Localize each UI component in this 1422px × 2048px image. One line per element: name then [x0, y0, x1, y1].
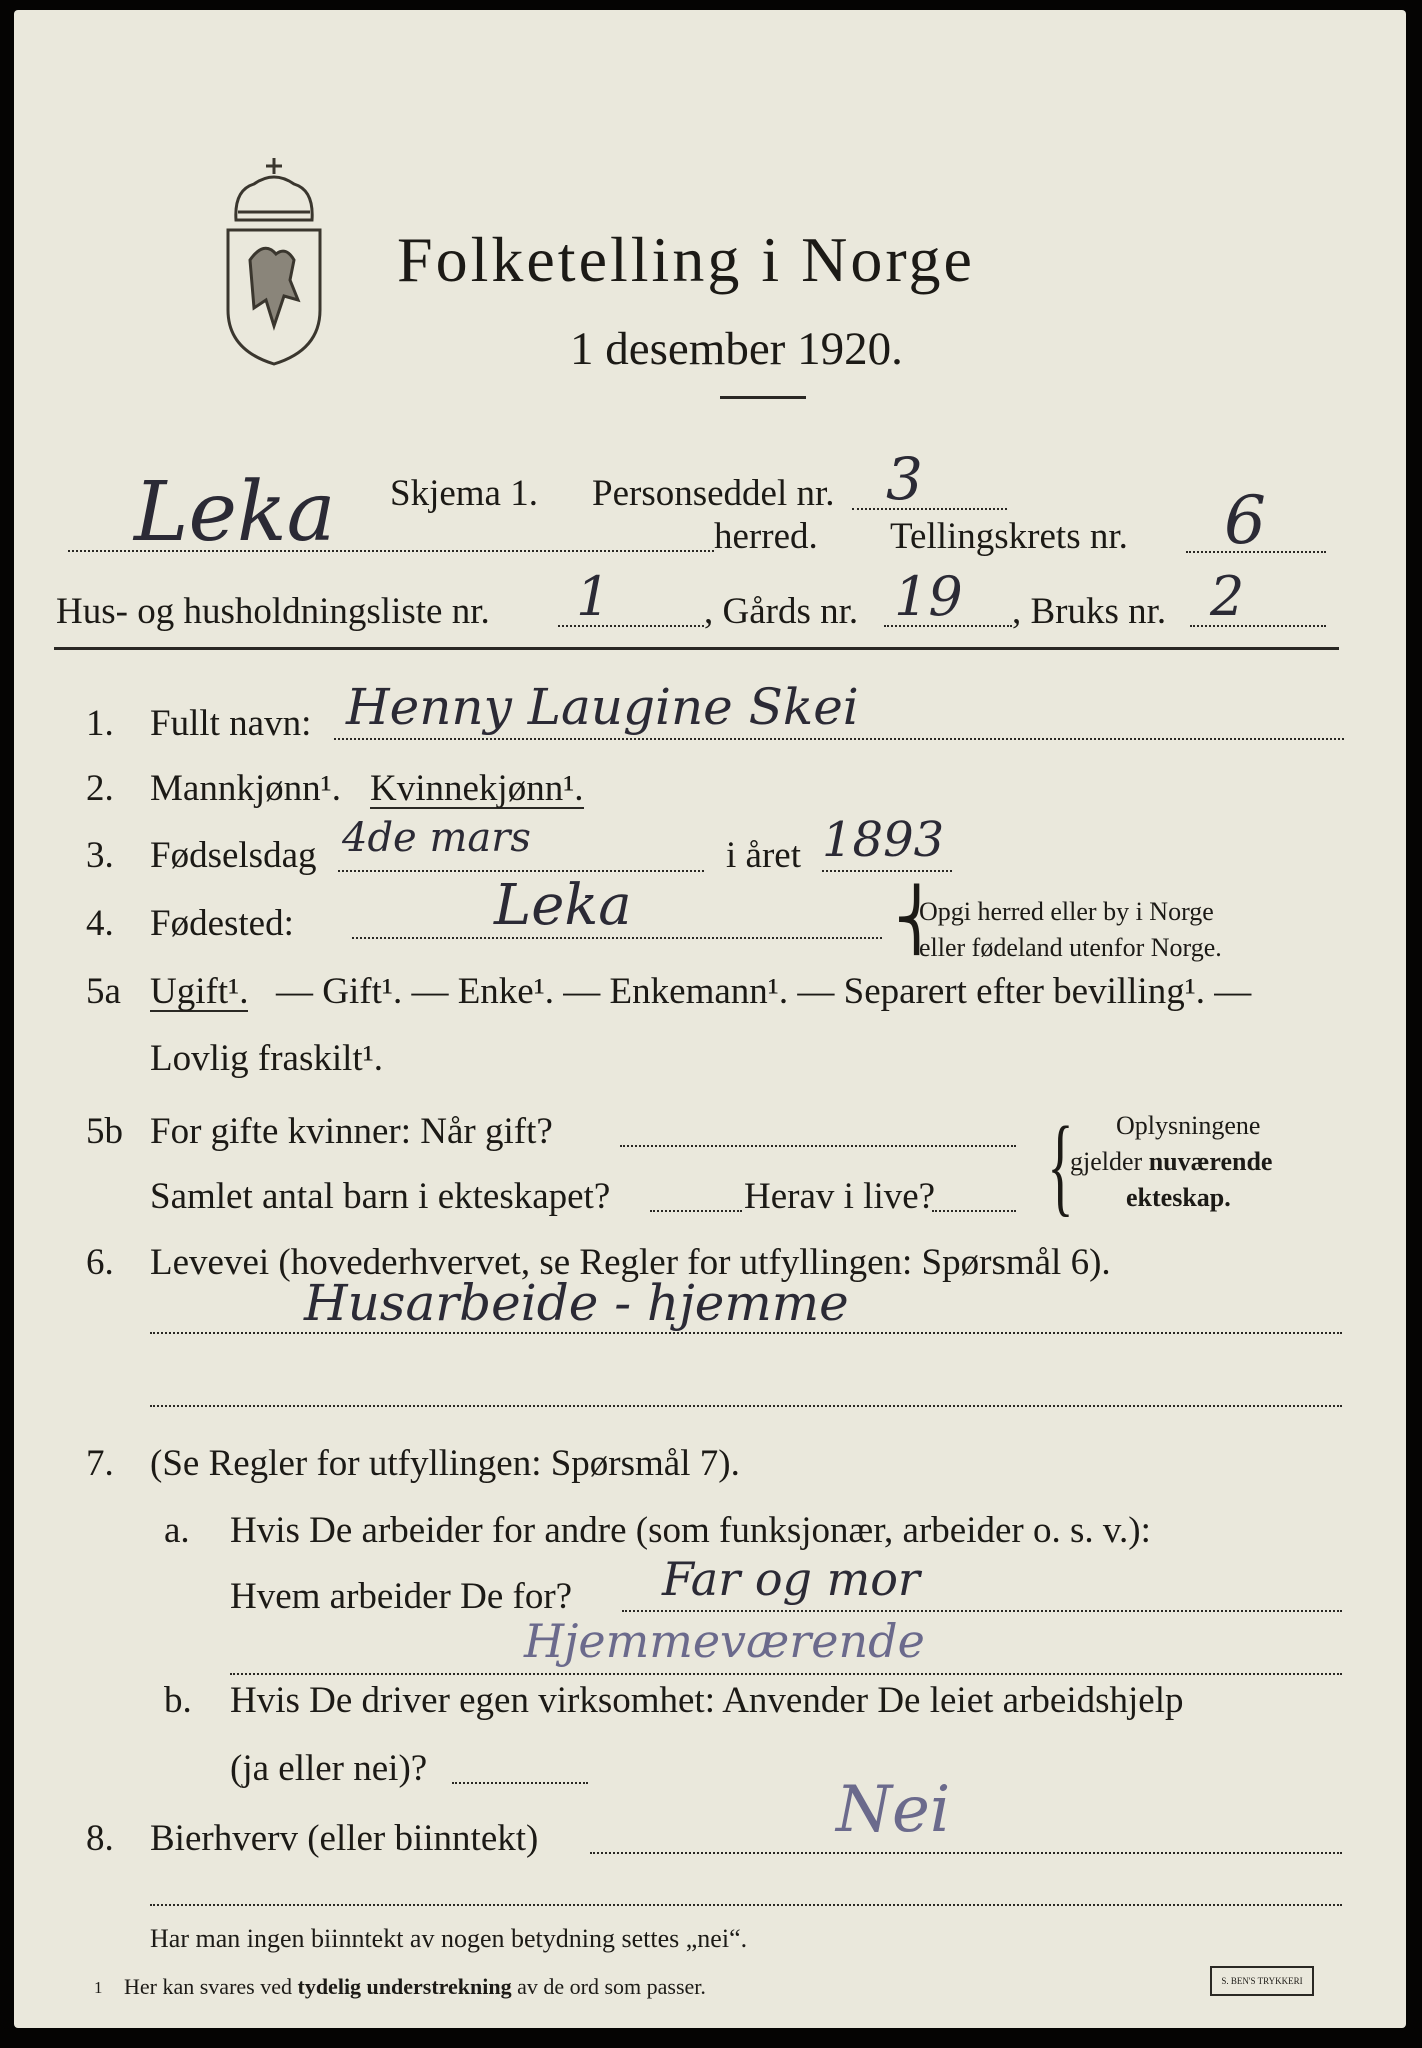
herred-label: herred.	[714, 516, 818, 557]
q8-number: 8.	[86, 1818, 114, 1859]
employer-field-2[interactable]	[230, 1673, 1342, 1675]
gards-value: 19	[894, 565, 963, 628]
full-name-field[interactable]	[334, 738, 1344, 740]
lovlig-fraskilt: Lovlig fraskilt¹.	[150, 1038, 384, 1079]
employer-label: Hvem arbeider De for?	[230, 1576, 573, 1617]
census-date: 1 desember 1920.	[570, 323, 903, 375]
footnote-number: 1	[94, 1978, 103, 1997]
hired-help-field[interactable]	[452, 1782, 588, 1784]
birth-year-value: 1893	[822, 812, 945, 868]
birth-year-label: i året	[726, 835, 801, 876]
hired-help-label: (ja eller nei)?	[230, 1748, 428, 1789]
q7-number: 7.	[86, 1443, 114, 1484]
q5a-number: 5a	[86, 971, 121, 1012]
birthday-label: Fødselsdag	[150, 835, 317, 876]
bruks-value: 2	[1210, 565, 1245, 628]
side-income-label: Bierhverv (eller biinntekt)	[150, 1818, 539, 1859]
birthday-field[interactable]	[338, 870, 704, 872]
marital-options: — Gift¹. — Enke¹. — Enkemann¹. — Separert efter bevilling¹. —	[276, 971, 1252, 1012]
full-name-value: Henny Laugine Skei	[346, 678, 859, 736]
marriage-note-line2: gjelder nuværende	[1070, 1147, 1273, 1176]
marriage-note-line3: ekteskap.	[1126, 1183, 1231, 1212]
employer-value: Far og mor	[662, 1552, 920, 1606]
birthday-value: 4de mars	[342, 815, 531, 861]
husliste-label: Hus- og husholdningsliste nr.	[56, 591, 490, 632]
birthplace-note-line1: Opgi herred eller by i Norge	[919, 897, 1214, 926]
q7a-letter: a.	[164, 1510, 190, 1551]
marriage-note-brace: {	[1047, 1104, 1074, 1226]
side-income-field-2[interactable]	[150, 1904, 1342, 1906]
herred-field[interactable]	[68, 550, 714, 552]
bruks-label: , Bruks nr.	[1012, 591, 1167, 632]
employer-pencil-note: Hjemmeværende	[524, 1614, 925, 1668]
occupation-field-2[interactable]	[150, 1405, 1342, 1407]
married-when-label: For gifte kvinner: Når gift?	[150, 1111, 553, 1152]
children-total-field[interactable]	[650, 1210, 742, 1212]
no-income-note: Har man ingen biinntekt av nogen betydning settes „nei“.	[150, 1924, 748, 1953]
side-income-field[interactable]	[590, 1852, 1342, 1854]
herred-value: Leka	[134, 465, 336, 560]
personseddel-field[interactable]	[852, 508, 1007, 510]
norwegian-coat-of-arms-icon	[214, 150, 334, 370]
form-title: Folketelling i Norge	[397, 224, 975, 295]
personseddel-label: Personseddel nr.	[592, 473, 835, 514]
ugift-option: Ugift¹.	[150, 971, 249, 1012]
male-option: Mannkjønn¹.	[150, 768, 341, 809]
skjema-label: Skjema 1.	[390, 473, 538, 514]
q6-number: 6.	[86, 1242, 114, 1283]
married-when-field[interactable]	[620, 1145, 1016, 1147]
children-total-label: Samlet antal barn i ekteskapet?	[150, 1176, 611, 1217]
side-income-value: Nei	[836, 1773, 951, 1847]
q3-number: 3.	[86, 835, 114, 876]
tellingskrets-label: Tellingskrets nr.	[890, 516, 1128, 557]
q5b-number: 5b	[86, 1111, 123, 1152]
q7a-label: Hvis De arbeider for andre (som funksjonær, arbeider o. s. v.):	[230, 1510, 1151, 1551]
q1-number: 1.	[86, 703, 114, 744]
husliste-value: 1	[576, 565, 611, 628]
occupation-field[interactable]	[150, 1332, 1342, 1334]
q7-label: (Se Regler for utfyllingen: Spørsmål 7).	[150, 1443, 740, 1484]
section-divider	[54, 647, 1339, 650]
birthplace-value: Leka	[494, 873, 632, 938]
occupation-label: Levevei (hovederhvervet, se Regler for utfyllingen: Spørsmål 6).	[150, 1242, 1111, 1283]
female-option: Kvinnekjønn¹.	[370, 768, 584, 809]
occupation-value: Husarbeide - hjemme	[304, 1274, 849, 1332]
census-form	[14, 10, 1406, 2028]
header-divider	[720, 396, 806, 399]
full-name-label: Fullt navn:	[150, 703, 312, 744]
q2-number: 2.	[86, 768, 114, 809]
tellingskrets-value: 6	[1224, 482, 1266, 559]
children-alive-label: Herav i live?	[744, 1176, 936, 1217]
q4-number: 4.	[86, 903, 114, 944]
employer-field[interactable]	[622, 1610, 1342, 1612]
birthplace-note-line2: eller fødeland utenfor Norge.	[919, 933, 1222, 962]
q7b-letter: b.	[164, 1680, 192, 1721]
birthplace-note-brace: ⎨	[894, 887, 939, 953]
q7b-label: Hvis De driver egen virksomhet: Anvender De leiet arbeidshjelp	[230, 1680, 1184, 1721]
marriage-note-line1: Oplysningene	[1116, 1111, 1261, 1140]
birthplace-label: Fødested:	[150, 903, 294, 944]
footnote-text: Her kan svares ved tydelig understrekning av de ord som passer.	[124, 1974, 706, 1999]
birth-year-field[interactable]	[822, 870, 952, 872]
gards-label: , Gårds nr.	[704, 591, 859, 632]
personseddel-value: 3	[886, 445, 923, 513]
children-alive-field[interactable]	[932, 1210, 1016, 1212]
printer-stamp: S. BEN'S TRYKKERI	[1210, 1966, 1314, 1996]
